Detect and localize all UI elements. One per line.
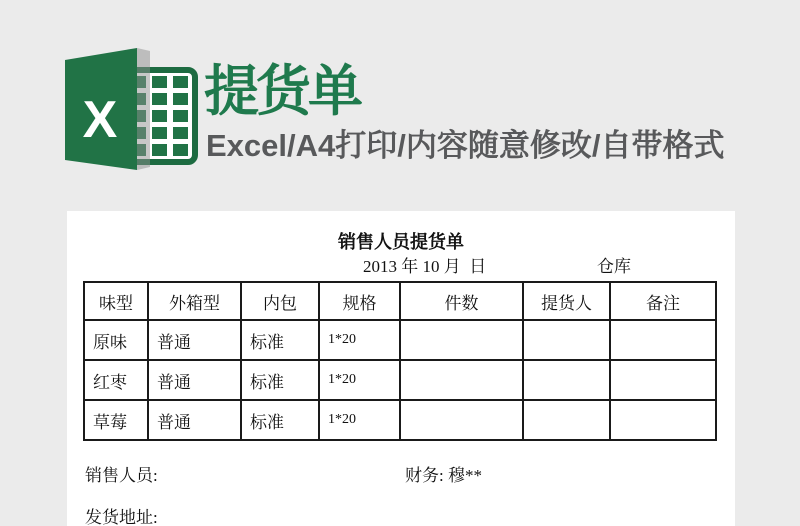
table-cell [400,400,523,440]
table-cell: 标准 [241,320,319,360]
page-title: 提货单 [204,60,361,122]
excel-logo-icon [60,45,200,175]
sales-person-label: 销售人员: [85,466,158,485]
header-cell: 提货人 [523,282,610,320]
table-cell [610,360,716,400]
table-cell: 普通 [148,360,241,400]
header-cell: 规格 [319,282,400,320]
banner-subtitle: Excel/A4打印/内容随意修改/自带格式 [206,128,725,163]
table-row [84,320,716,360]
table-cell [610,400,716,440]
table-cell [610,320,716,360]
table-cell [523,400,610,440]
table-cell: 1*20 [319,320,400,360]
table-cell: 原味 [84,320,148,360]
table-cell [523,320,610,360]
warehouse-label: 仓库 [597,257,631,276]
table-cell [400,320,523,360]
finance-label: 财务: 穆** [405,466,482,485]
pickup-table [83,281,717,441]
flag-shadow [137,48,150,170]
header-cell: 内包 [241,282,319,320]
header-cell: 外箱型 [148,282,241,320]
header-cell: 备注 [610,282,716,320]
table-cell: 标准 [241,360,319,400]
table-cell: 草莓 [84,400,148,440]
document-preview [67,211,735,526]
table-cell [400,360,523,400]
table-cell: 普通 [148,320,241,360]
excel-x-letter: X [82,91,118,149]
table-row [84,360,716,400]
table-cell: 标准 [241,400,319,440]
date-line: 2013 年 10 月 日 [363,257,487,276]
table-cell: 1*20 [319,360,400,400]
table-cell [523,360,610,400]
address-label: 发货地址: [85,508,158,526]
table-cell: 1*20 [319,400,400,440]
table-cell: 红枣 [84,360,148,400]
document-title: 销售人员提货单 [338,232,464,252]
table-header-row [84,282,716,320]
header-cell: 件数 [400,282,523,320]
table-cell: 普通 [148,400,241,440]
header-cell: 味型 [84,282,148,320]
table-row [84,400,716,440]
